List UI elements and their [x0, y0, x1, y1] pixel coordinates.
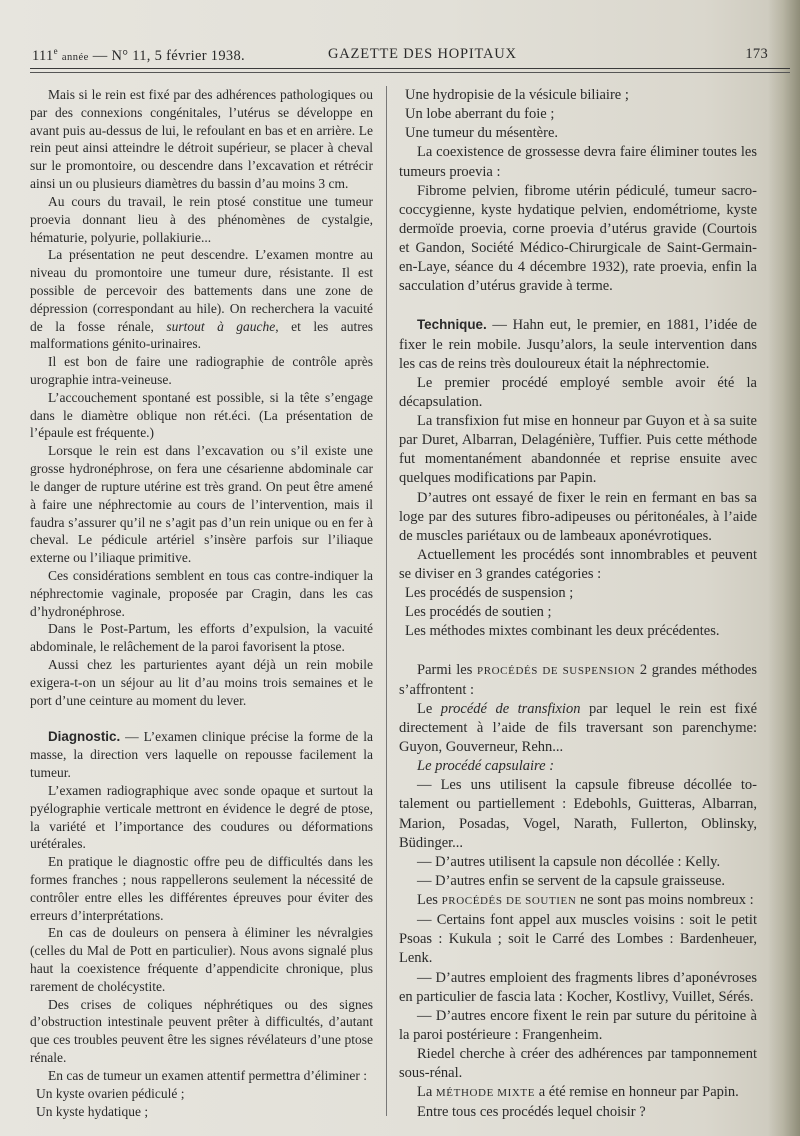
right-column	[399, 86, 757, 1123]
paragraph: En cas de tumeur un examen attentif permettra d’éliminer :	[48, 1067, 367, 1083]
volume-number: 111	[32, 47, 54, 64]
text-run: — L’examen clinique précise la forme de la masse, la direction vers laquelle on repousse facilement la tumeur.	[30, 729, 373, 781]
small-caps-term: MÉTHODE MIXTE	[435, 1087, 536, 1100]
emphasis: surtout à gauche	[166, 318, 276, 334]
header-rule-thin	[30, 72, 790, 73]
paragraph	[399, 891, 757, 911]
text-run: La	[417, 1084, 436, 1101]
paragraph: Le premier procédé employé semble avoir été la décapsulation.	[399, 374, 757, 410]
text-run: Les	[417, 892, 442, 908]
emphasis: procédé de transfixion	[440, 700, 581, 717]
paragraph: — Certains font appel aux muscles voisins : soit le petit Psoas : Kukula ; soit le Carré des Lombes : Bardenheuer, Lenk.	[399, 912, 757, 967]
text-run: , et les autres malformations génito-urinaires.	[30, 318, 373, 352]
paragraph	[399, 700, 757, 757]
paragraph: En cas de douleurs on pensera à éliminer les névralgies (celles du Mal de Pott en particulier). Nous avons signalé plus haut la coexistence fréquente d’appendicite chronique, plus rarement de cholécystite.	[30, 925, 373, 994]
text-run: Le	[417, 700, 441, 717]
list-item: Un kyste hydatique ;	[36, 1103, 149, 1119]
section-heading: Technique.	[417, 317, 487, 333]
paragraph: — D’autres utilisent la capsule non décollée : Kelly.	[417, 853, 721, 870]
small-caps-term: PROCÉDÉS DE SOUTIEN	[441, 895, 577, 907]
paragraph: Riedel cherche à créer des adhérences par tamponnement sous-rénal.	[399, 1046, 757, 1082]
paragraph: Entre tous ces procédés lequel choisir ?	[417, 1104, 646, 1121]
section-heading: Diagnostic.	[48, 729, 121, 745]
text-run: 2 grandes méthodes s’affrontent :	[399, 661, 757, 698]
paragraph: La transfixion fut mise en honneur par Guyon et à sa suite par Duret, Albarran, Delagénière, Tuffier. Puis cette méthode fut momentanément abandonnée et reprise ensuite avec quelques modifications par Papin.	[399, 413, 757, 487]
text-run: ne sont pas moins nombreux :	[576, 892, 754, 908]
paragraph: En pratique le diagnostic offre peu de difficultés dans les formes franches ; nous rappellerons seulement la nécessité de contrôler entre elles les différentes épreuves pour éviter des erreurs d’interprétations.	[30, 854, 373, 923]
text-run: — Hahn eut, le premier, en 1881, l’idée de fixer le rein mobile. Jusqu’alors, la seule intervention dans les cas de reins très douloureux était la néphrectomie.	[399, 317, 757, 372]
list-item: Une tumeur du mésentère.	[405, 125, 559, 142]
issue-info	[32, 46, 245, 65]
journal-title: GAZETTE DES HOPITAUX	[328, 46, 517, 62]
header-rule-thick	[30, 68, 790, 69]
text-run: par lequel le rein est fixé directement à l’aide de fils traversant son parenchyme: Guyon, Gouverneur, Rehn...	[399, 700, 758, 755]
list-item: Les procédés de soutien ;	[405, 604, 552, 621]
small-caps-term: PROCÉDÉS DE SUSPENSION	[476, 664, 636, 677]
text-run: Parmi les	[417, 661, 477, 678]
annee-label: année	[61, 51, 89, 63]
list-item: Les procédés de suspension ;	[405, 585, 574, 602]
paragraph	[30, 246, 373, 353]
text-run: a été remise en honneur par Papin.	[535, 1084, 739, 1101]
page-number: 173	[745, 46, 768, 62]
running-header	[30, 42, 770, 66]
paragraph	[399, 661, 757, 700]
paragraph: — Les uns utilisent la capsule fibreuse décollée totalement ou partiellement : Edebohls, Guitteras, Albarran, Marion, Posadas, Vogel, Narath, Fullerton, Oblinsky, Büdinger...	[399, 777, 757, 851]
paragraph: Fibrome pelvien, fibrome utérin pédiculé, tumeur sacro-coccygienne, kyste hydatique pelvien, endométriome, kyste dermoïde proevia, corne proevia d’utérus gravide (Courtois et Gandon, Société Médico-Chirurgicale de Saint-Germain-en-Laye, séance du 4 décembre 1932), rate proevia, enfin la sacculation d’utérus gravide à terme.	[399, 182, 757, 295]
paragraph: Actuellement les procédés sont innombrables et peuvent se diviser en 3 grandes catégories :	[399, 546, 757, 582]
paragraph: Le procédé capsulaire :	[417, 758, 555, 775]
paragraph: Dans le Post-Partum, les efforts d’expulsion, la vacuité abdominale, le relâchement de la paroi favorisent la ptose.	[30, 621, 373, 655]
paragraph: L’examen radiographique avec sonde opaque et surtout la pyélographie verticale mettront en évidence le degré de ptose, la variété et l’importance des coudures ou déformations urétérales.	[30, 782, 373, 852]
list-item: Un lobe aberrant du foie ;	[405, 106, 555, 123]
paragraph: Ces considérations semblent en tous cas contre-indiquer la néphrectomie vaginale, proposée par Cragin, dans les cas d’hydronéphrose.	[30, 567, 373, 619]
paragraph: Des crises de coliques néphrétiques ou des signes d’obstruction intestinale peuvent prêter à difficultés, d’autant que ces troubles peuvent être les signes révélateurs d’une ptose rénale.	[30, 996, 373, 1066]
paragraph: D’autres ont essayé de fixer le rein en fermant en bas sa loge par des sutures fibro-adipeuses ou péritonéales, à l’aide de muscles pariétaux ou de lambeaux aponévrotiques.	[399, 489, 757, 544]
list-item: Un kyste ovarien pédiculé ;	[36, 1085, 185, 1101]
paragraph: — D’autres encore fixent le rein par suture du péritoine à la paroi postérieure : Frangenheim.	[399, 1007, 757, 1043]
issue-date: — N° 11, 5 février 1938.	[88, 47, 245, 64]
volume-superscript: e	[53, 46, 58, 56]
text-run: La présentation ne peut descendre. L’examen montre au niveau du promontoire une tumeur dure, résistante. Il est possible de percevoir des battements dans une zone de dépression (correspondant au hile). On recherchera la vacuité de la fosse rénale,	[30, 247, 373, 334]
page-edge-shadow	[768, 0, 800, 1136]
paragraph: Il est bon de faire une radiographie de contrôle après urographie intra-veineuse.	[30, 354, 373, 387]
paragraph: Lorsque le rein est dans l’excavation ou s’il existe une grosse hydronéphrose, on fera une césarienne abdominale car le danger de rupture utérine est très grand. On peut être amené à faire une néphrectomie au cours de l’intervention, mais il faudra s’assurer qu’il ne s’agit pas d’un rein unique ou en fer à cheval. Le pédicule artériel s’insère parfois sur l’iliaque externe ou l’iliaque primitive.	[30, 443, 373, 566]
paragraph: Au cours du travail, le rein ptosé constitue une tumeur proevia donnant lieu à des phénomènes de cystalgie, hématurie, polyurie, pollakiurie...	[30, 193, 373, 245]
paragraph	[399, 1083, 757, 1103]
section-diagnostic	[30, 728, 373, 781]
left-column	[30, 86, 373, 1120]
paragraph: La coexistence de grossesse devra faire éliminer toutes les tumeurs proevia :	[399, 144, 757, 180]
paragraph: Aussi chez les parturientes ayant déjà un rein mobile exigera-t-on un séjour au lit d’au moins trois semaines et le port d’une ceinture au moment du lever.	[30, 657, 373, 708]
list-item: Une hydropisie de la vésicule biliaire ;	[405, 87, 629, 103]
paragraph: L’accouchement spontané est possible, si la tête s’engage dans le diamètre oblique non rét.éci. (La présentation de l’épaule est fréquente.)	[30, 389, 373, 441]
column-divider	[386, 86, 387, 1116]
section-technique	[399, 315, 757, 373]
paragraph: — D’autres emploient des fragments libres d’aponévroses en particulier de fascia lata : Kocher, Kostlivy, Vuillet, Sérés.	[399, 969, 757, 1005]
paragraph: — D’autres enfin se servent de la capsule graisseuse.	[417, 872, 726, 889]
list-item: Les méthodes mixtes combinant les deux précédentes.	[405, 623, 720, 640]
paragraph: Mais si le rein est fixé par des adhérences pathologiques ou par des connexions congénitales, l’utérus se développe en avant puis au-dessus de lui, le refoulant en bas et en arrière. Le rein peut ainsi atteindre le détroit supérieur, se placer à cheval sur le promontoire, ou descendre dans l’excavation et rétrécir ainsi un ou plusieurs diamètres du bassin d’au moins 3 cm.	[30, 87, 373, 192]
